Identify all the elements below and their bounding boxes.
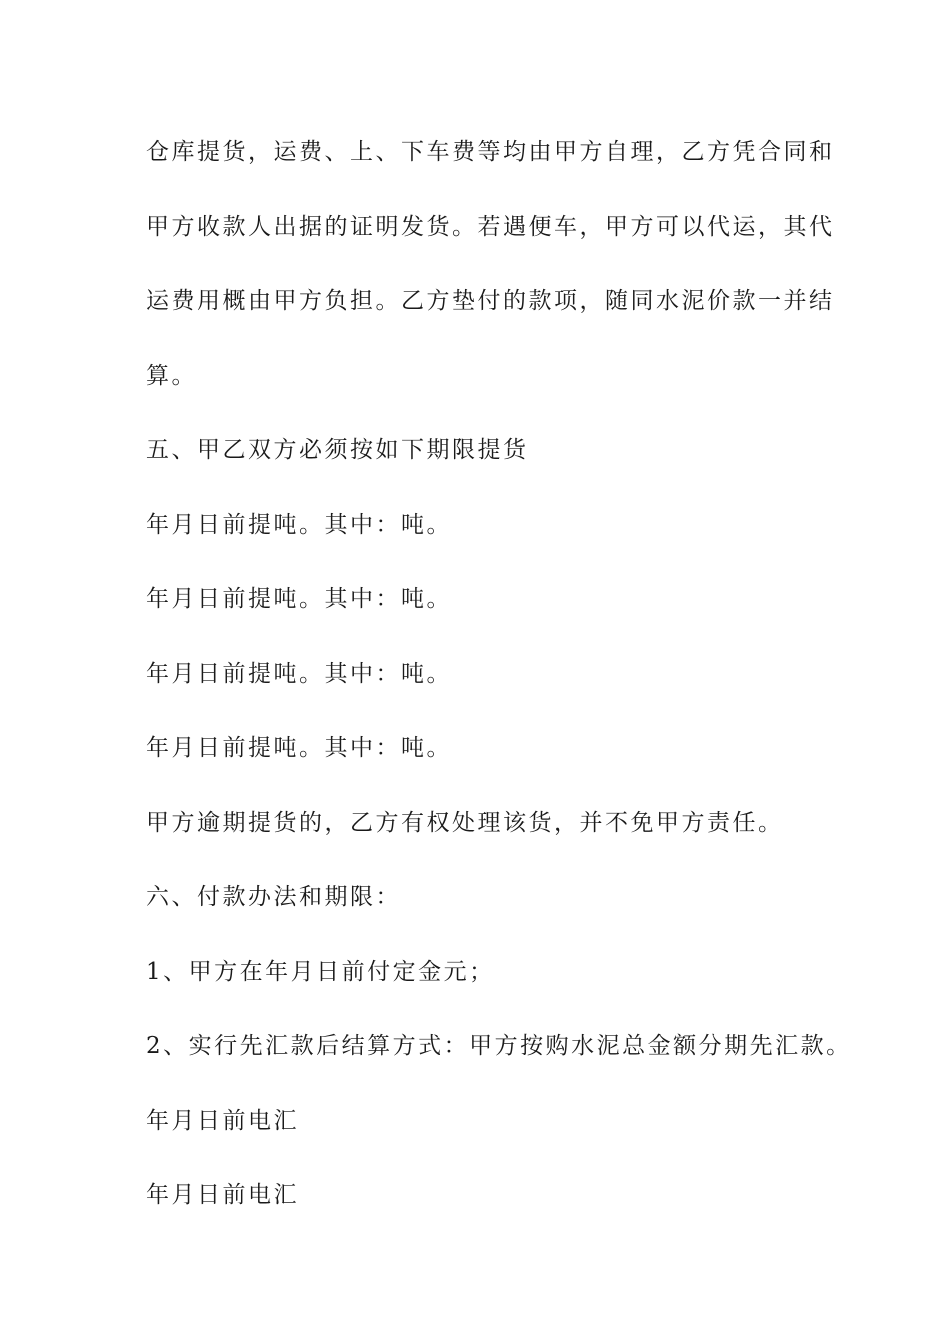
delivery-schedule-line: 年月日前提吨。其中：吨。 xyxy=(146,660,452,687)
paragraph-line: 仓库提货，运费、上、下车费等均由甲方自理，乙方凭合同和 xyxy=(146,139,835,165)
delivery-schedule-line: 年月日前提吨。其中：吨。 xyxy=(146,735,452,761)
paragraph-line: 甲方逾期提货的，乙方有权处理该货，并不免甲方责任。 xyxy=(146,809,784,836)
delivery-schedule-line: 年月日前提吨。其中：吨。 xyxy=(146,511,452,538)
paragraph-line: 算。 xyxy=(146,362,197,389)
payment-clause: 1、甲方在年月日前付定金元； xyxy=(146,958,495,985)
paragraph-line: 甲方收款人出据的证明发货。若遇便车，甲方可以代运，其代 xyxy=(146,213,835,240)
payment-clause: 2、实行先汇款后结算方式：甲方按购水泥总金额分期先汇款。 xyxy=(146,1033,852,1059)
delivery-schedule-line: 年月日前提吨。其中：吨。 xyxy=(146,586,452,612)
remittance-schedule-line: 年月日前电汇 xyxy=(146,1107,299,1134)
paragraph-line: 运费用概由甲方负担。乙方垫付的款项，随同水泥价款一并结 xyxy=(146,288,835,314)
section-heading: 六、付款办法和期限： xyxy=(146,884,401,910)
document-body xyxy=(146,130,852,1248)
remittance-schedule-line: 年月日前电汇 xyxy=(146,1182,299,1208)
section-heading: 五、甲乙双方必须按如下期限提货 xyxy=(146,437,529,463)
